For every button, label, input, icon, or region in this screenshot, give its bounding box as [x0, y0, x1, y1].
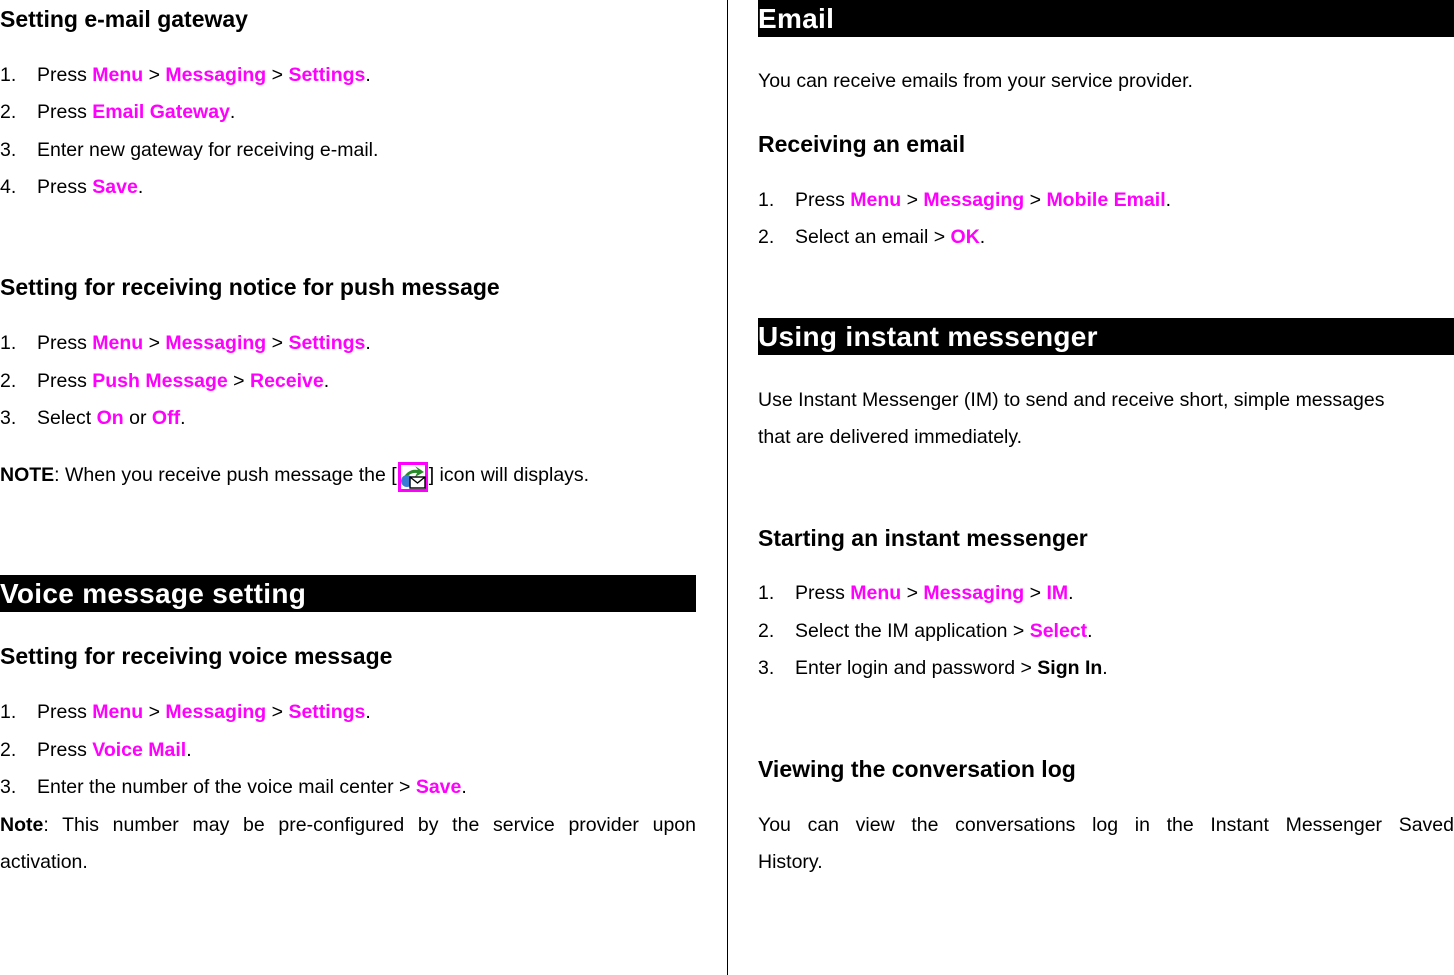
section-bar-instant-messenger: Using instant messenger — [758, 318, 1454, 355]
list-item: 1. Press Menu > Messaging > Settings. — [0, 64, 371, 86]
push-message-icon — [398, 464, 428, 490]
email-intro: You can receive emails from your service provider. — [758, 70, 1193, 92]
conversation-log-line-2: History. — [758, 851, 823, 873]
list-item: 4. Press Save. — [0, 176, 144, 198]
column-divider — [727, 0, 728, 975]
list-item: 2. Select an email > OK. — [758, 226, 986, 248]
section-title-voice-message: Setting for receiving voice message — [0, 643, 393, 669]
list-item: 2. Press Email Gateway. — [0, 101, 236, 123]
list-item: 1. Press Menu > Messaging > Mobile Email. — [758, 189, 1172, 211]
list-item: 3. Enter the number of the voice mail center > Save. — [0, 776, 467, 798]
list-item: 1. Press Menu > Messaging > Settings. — [0, 332, 371, 354]
list-item: 1. Press Menu > Messaging > IM. — [758, 582, 1074, 604]
im-intro-line-1: Use Instant Messenger (IM) to send and receive short, simple messages — [758, 389, 1385, 411]
section-bar-email: Email — [758, 0, 1454, 37]
list-item: 2. Select the IM application > Select. — [758, 620, 1093, 642]
list-item: 1. Press Menu > Messaging > Settings. — [0, 701, 371, 723]
voice-note-line-1: Note: This number may be pre-configured by the service provider upon — [0, 814, 696, 836]
section-title-receiving-email: Receiving an email — [758, 131, 966, 157]
push-note: NOTE: When you receive push message the [ ] icon will displays. — [0, 464, 589, 490]
section-title-conversation-log: Viewing the conversation log — [758, 756, 1076, 782]
section-title-starting-im: Starting an instant messenger — [758, 525, 1088, 551]
list-item: 3. Enter login and password > Sign In. — [758, 657, 1108, 679]
im-intro-line-2: that are delivered immediately. — [758, 426, 1023, 448]
list-item: 2. Press Push Message > Receive. — [0, 370, 330, 392]
section-title-push-message: Setting for receiving notice for push message — [0, 274, 500, 300]
conversation-log-line-1: You can view the conversations log in the Instant Messenger Saved — [758, 814, 1454, 836]
section-bar-voice-message: Voice message setting — [0, 575, 696, 612]
section-title-email-gateway: Setting e-mail gateway — [0, 6, 248, 32]
list-item: 2. Press Voice Mail. — [0, 739, 192, 761]
voice-note-line-2: activation. — [0, 851, 88, 873]
list-item: 3. Enter new gateway for receiving e-mail. — [0, 139, 379, 161]
list-item: 3. Select On or Off. — [0, 407, 186, 429]
